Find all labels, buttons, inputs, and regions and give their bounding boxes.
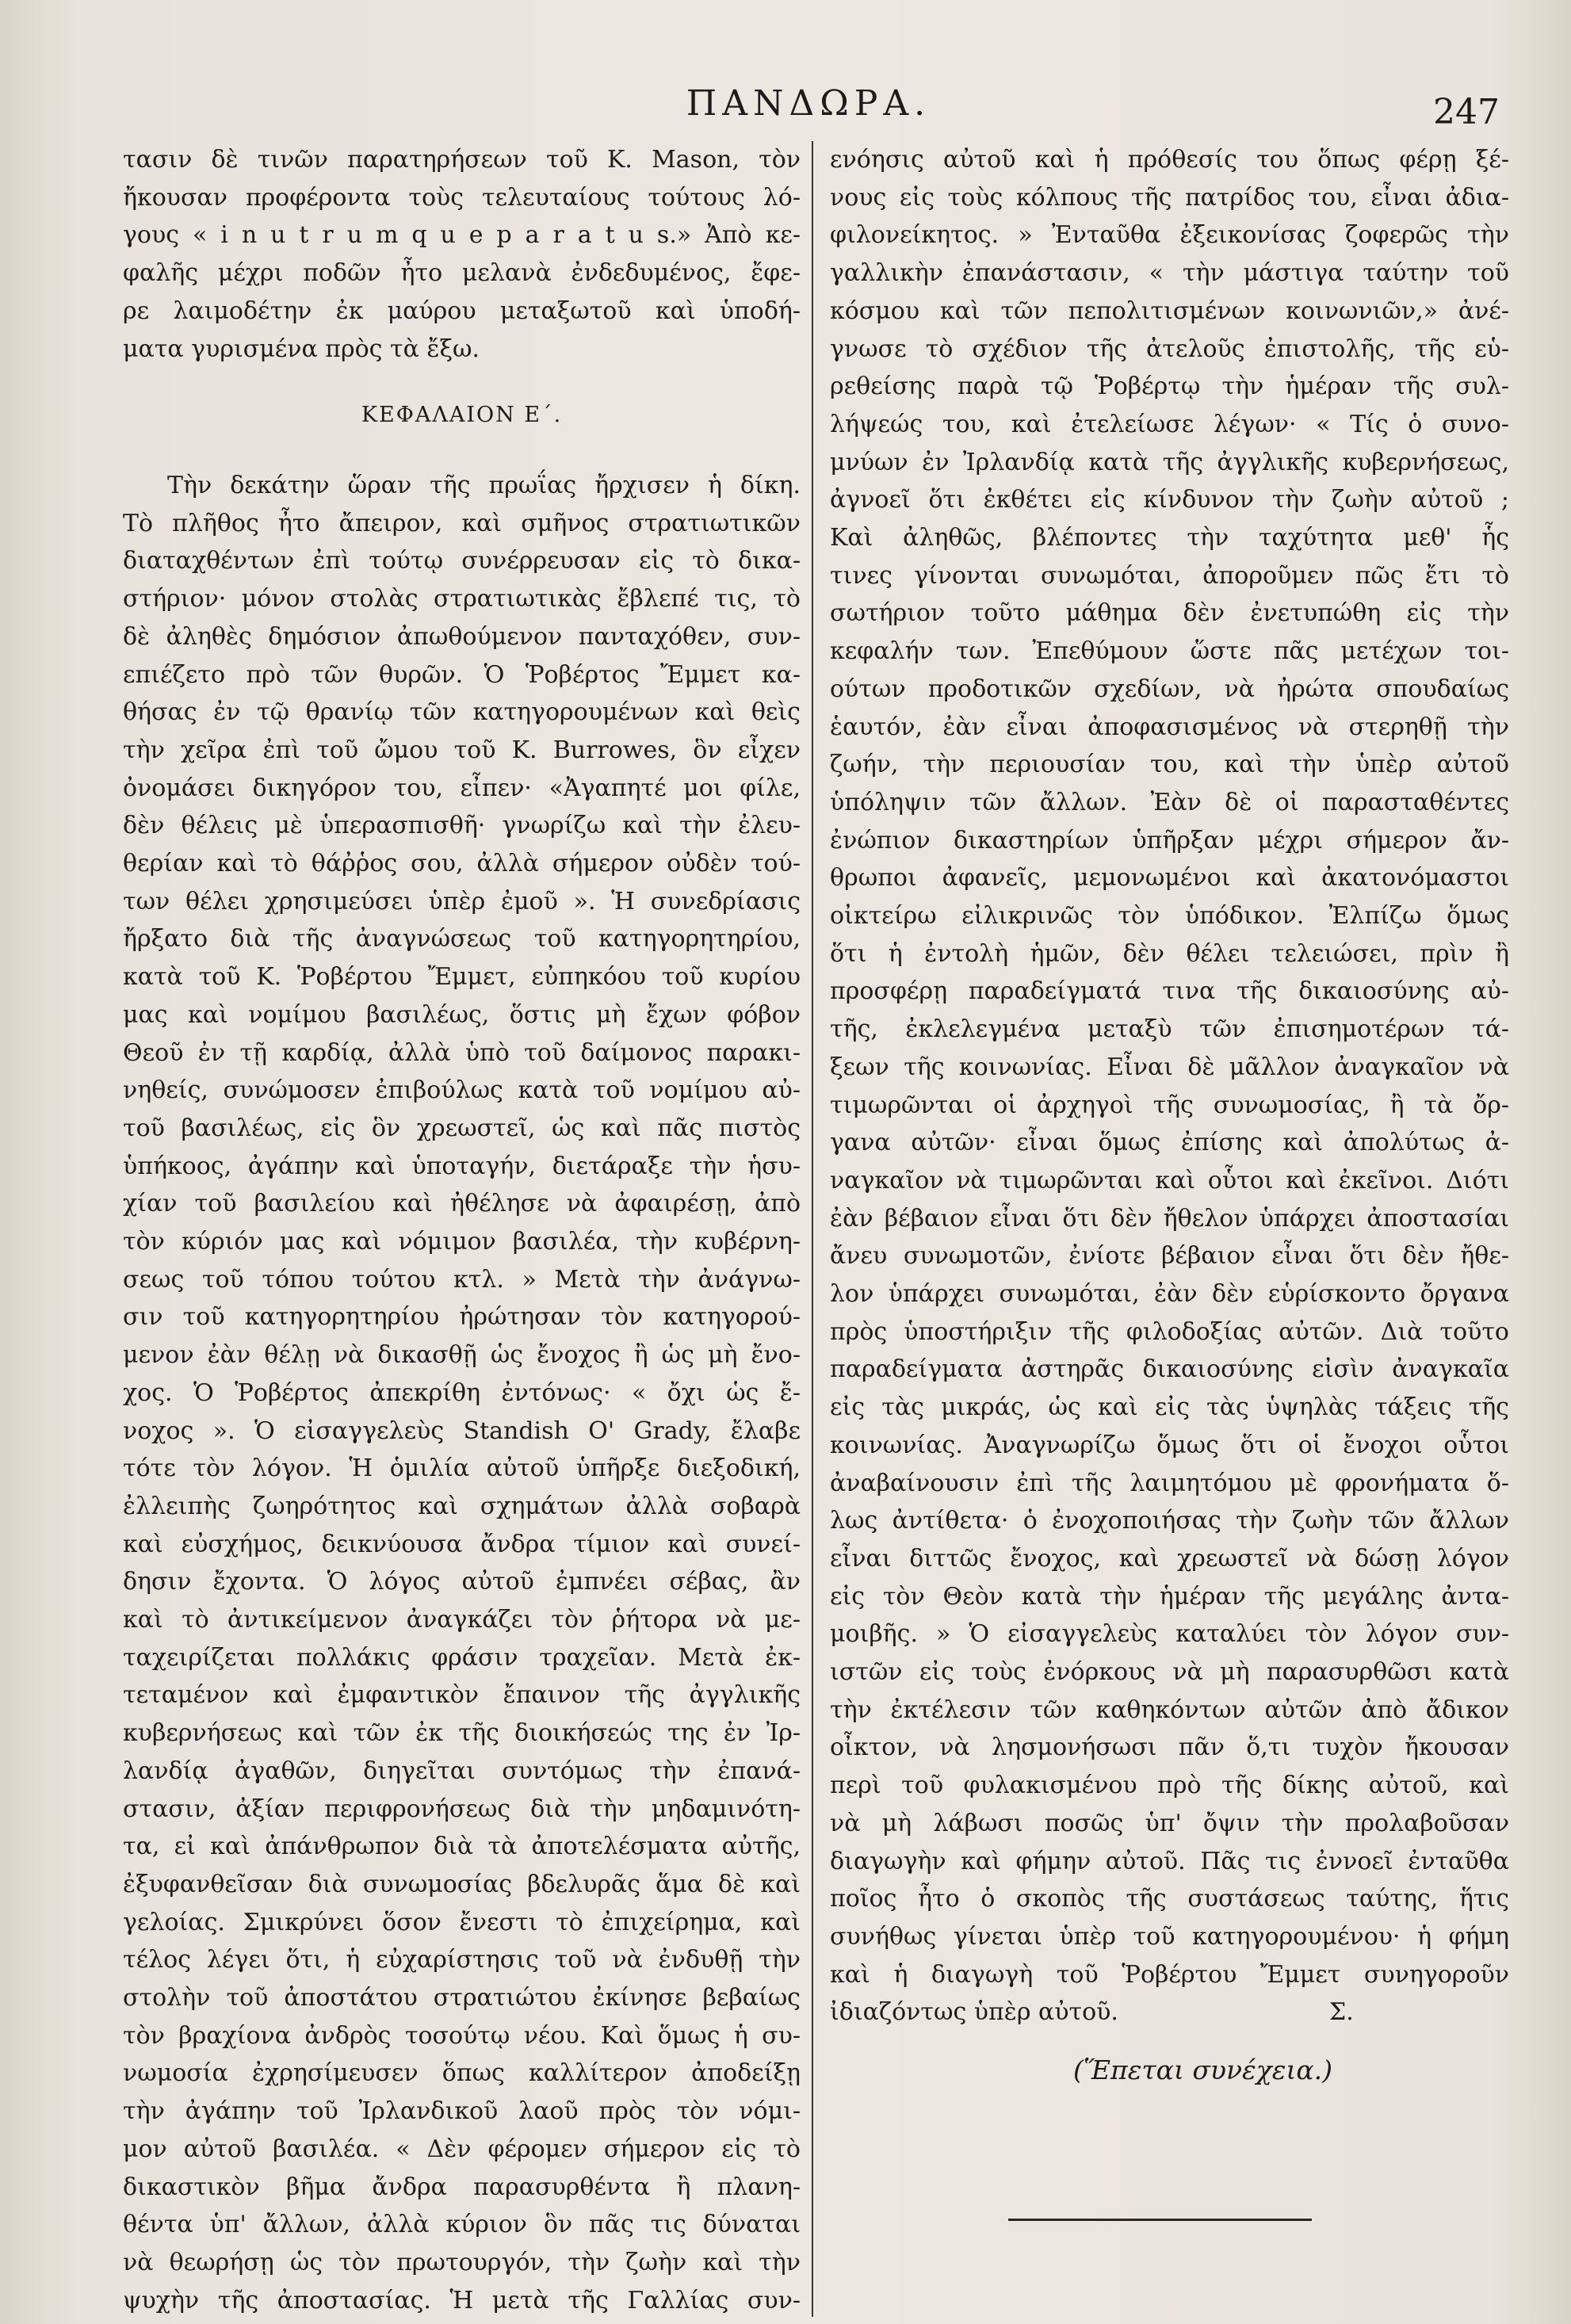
- text-line: [123, 656, 801, 694]
- text-line-content: χίαν τοῦ βασιλείου καὶ ἠθέλησε νὰ ἀφαιρέσῃ, ἀπὸ: [123, 1190, 801, 1218]
- text-line-content: δησιν ἔχοντα. Ὁ λόγος αὐτοῦ ἐμπνέει σέβας, ἂν: [123, 1568, 801, 1596]
- text-line-content: ὀνομάσει δικηγόρον του, εἶπεν· «Ἀγαπητέ μοι φίλε,: [123, 774, 801, 802]
- text-line-content: σωτήριον τοῦτο μάθημα δὲν ἐνετυπώθη εἰς τὴν: [830, 599, 1509, 628]
- text-line: [123, 141, 801, 179]
- text-line: [123, 467, 801, 505]
- text-line: [830, 481, 1509, 519]
- text-line: [123, 694, 801, 732]
- text-line: [830, 368, 1509, 406]
- text-line: [123, 2131, 801, 2169]
- text-line-content: δὲν θέλεις μὲ ὑπερασπισθῆ· γνωρίζω καὶ τὴν ἐλευ-: [123, 812, 801, 840]
- text-line-content: λανδίᾳ ἀγαθῶν, διηγεῖται συντόμως τὴν ἐπανά-: [123, 1756, 801, 1785]
- text-line-content: λως ἀντίθετα· ὁ ἐνοχοποιήσας τὴν ζωὴν τῶν ἄλλων: [830, 1507, 1509, 1535]
- text-line-content: εἰς τὰς μικράς, ὡς καὶ εἰς τὰς ὑψηλὰς τάξεις τῆς: [830, 1393, 1509, 1422]
- text-line: [123, 1488, 801, 1526]
- text-line: [123, 1298, 801, 1336]
- text-line-content: φαλῆς μέχρι ποδῶν ἦτο μελανὰ ἐνδεδυμένος, ἔφε-: [123, 259, 801, 288]
- text-line-content: ὑπήκοος, ἀγάπην καὶ ὑποταγήν, διετάραξε τὴν ἡσυ-: [123, 1152, 801, 1180]
- text-line: [123, 1639, 801, 1677]
- text-line-content: τοῦ βασιλέως, εἰς ὃν χρεωστεῖ, ὡς καὶ πᾶς πιστὸς: [123, 1114, 801, 1142]
- text-line: [830, 331, 1509, 369]
- text-line-content: ενόησις αὐτοῦ καὶ ἡ πρόθεσίς του ὅπως φέρῃ ξέ-: [830, 146, 1509, 174]
- text-line: [123, 1185, 801, 1223]
- text-line: [830, 519, 1509, 557]
- text-line-content: μνύων ἐν Ἰρλανδίᾳ κατὰ τῆς ἀγγλικῆς κυβερνήσεως,: [830, 448, 1509, 476]
- text-line-content: ψυχὴν τῆς ἀποστασίας. Ἡ μετὰ τῆς Γαλλίας συν-: [123, 2286, 801, 2314]
- text-line-content: ἀναβαίνουσιν ἐπὶ τῆς λαιμητόμου μὲ φρονήματα ὅ-: [830, 1469, 1509, 1497]
- text-line-content: δικαστικὸν βῆμα ἄνδρα παρασυρθέντα ἢ πλανη-: [123, 2173, 801, 2201]
- text-line: [123, 2206, 801, 2244]
- text-line: [830, 897, 1509, 935]
- text-line-content: σιν τοῦ κατηγορητηρίου ἠρώτησαν τὸν κατηγορού-: [123, 1303, 801, 1332]
- text-line: [123, 958, 801, 996]
- text-line-content: εἶναι διττῶς ἔνοχος, καὶ χρεωστεῖ νὰ δώσῃ λόγον: [830, 1544, 1509, 1573]
- left-column: [123, 141, 801, 2321]
- text-line-content: Τὴν δεκάτην ὥραν τῆς πρωΐας ἤρχισεν ἡ δίκη.: [167, 472, 801, 499]
- text-line: [123, 1261, 801, 1299]
- text-line-content: νηθείς, συνώμοσεν ἐπιβούλως κατὰ τοῦ νομίμου αὐ-: [123, 1076, 801, 1105]
- text-line-content: ἀγνοεῖ ὅτι ἐκθέτει εἰς κίνδυνον τὴν ζωὴν αὐτοῦ ;: [830, 486, 1509, 514]
- text-line: [830, 179, 1509, 217]
- text-line: [830, 784, 1509, 822]
- text-line: [123, 254, 801, 292]
- text-line: [123, 216, 801, 254]
- text-line: [830, 292, 1509, 331]
- text-line: [123, 1866, 801, 1904]
- text-line-content: ἐὰν βέβαιον εἶναι ὅτι δὲν ἤθελον ὑπάρχει ἀποστασίαι: [830, 1204, 1509, 1233]
- text-line: [830, 1087, 1509, 1125]
- text-line-content: τα, εἰ καὶ ἀπάνθρωπον διὰ τὰ ἀποτελέσματα αὐτῆς,: [123, 1833, 801, 1861]
- text-line: [123, 618, 801, 656]
- text-line-content: οἰκτείρω εἰλικρινῶς τὸν ὑπόδικον. Ἐλπίζω ὅμως: [830, 902, 1509, 930]
- text-line-content: νὰ θεωρήσῃ ὡς τὸν πρωτουργόν, τὴν ζωὴν καὶ τὴν: [123, 2248, 801, 2276]
- text-line: [123, 1034, 801, 1072]
- text-line: [830, 1275, 1509, 1313]
- text-line-content: κατὰ τοῦ Κ. Ῥοβέρτου Ἔμμετ, εὐπηκόου τοῦ κυρίου: [123, 963, 801, 992]
- text-line-content: ιστῶν εἰς τοὺς ἐνόρκους νὰ μὴ παρασυρθῶσι κατὰ: [830, 1658, 1509, 1686]
- text-line: [830, 1918, 1509, 1956]
- text-line-content: τὴν χεῖρα ἐπὶ τοῦ ὤμου τοῦ Κ. Burrowes, ὃν εἶχεν: [123, 736, 801, 764]
- text-line-content: Τὸ πλῆθος ἦτο ἄπειρον, καὶ σμῆνος στρατιωτικῶν: [123, 509, 801, 537]
- text-line-content: θρωποι ἀφανεῖς, μεμονωμένοι καὶ ἀκατονόμαστοι: [830, 864, 1509, 893]
- text-line-content: καὶ ἡ διαγωγὴ τοῦ Ῥοβέρτου Ἔμμετ συνηγοροῦν: [830, 1960, 1509, 1989]
- text-line-content: μας καὶ νομίμου βασιλέως, ὅστις μὴ ἔχων φόβον: [123, 1000, 801, 1029]
- text-line: [123, 1791, 801, 1829]
- text-line: [123, 2055, 801, 2093]
- text-line: [123, 807, 801, 845]
- text-line-content: τότε τὸν λόγον. Ἡ ὁμιλία αὐτοῦ ὑπῆρξε διεξοδική,: [123, 1454, 801, 1483]
- text-line-content: ὑπόληψιν τῶν ἄλλων. Ἐὰν δὲ οἱ παρασταθέντες: [830, 788, 1509, 816]
- text-line-content: γους « i n u t r u m q u e p a r a t u s.» Ἀπὸ κε-: [123, 221, 801, 250]
- text-line: [830, 406, 1509, 444]
- right-column: [830, 141, 1509, 2321]
- text-line: [830, 1011, 1509, 1049]
- text-line-content: τέλος λέγει ὅτι, ἡ εὐχαρίστησις τοῦ νὰ ἐνδυθῇ τὴν: [123, 1946, 801, 1974]
- text-line-content: λον ὑπάρχει συνωμόται, ἐὰν δὲν εὑρίσκοντο ὄργανα: [830, 1280, 1509, 1308]
- text-line: [123, 1941, 801, 1979]
- text-line: [123, 2282, 801, 2320]
- text-line: [830, 557, 1509, 595]
- text-line: [123, 331, 801, 369]
- text-line: [123, 996, 801, 1034]
- text-line: [830, 709, 1509, 747]
- text-line-content: θέντα ὑπ' ἄλλων, ἀλλὰ κύριον ὃν πᾶς τις δύναται: [123, 2211, 801, 2239]
- text-line-content: ἐξυφανθεῖσαν διὰ συνωμοσίας βδελυρᾶς ἅμα δὲ καὶ: [123, 1870, 801, 1898]
- text-line: [830, 594, 1509, 633]
- text-line-content: πρὸς ὑποστήριξιν τῆς φιλοδοξίας αὐτῶν. Διὰ τοῦτο: [830, 1317, 1509, 1346]
- text-line: [830, 1653, 1509, 1691]
- text-line: [123, 1904, 801, 1942]
- text-line-content: των θέλει χρησιμεύσει ὑπὲρ ἐμοῦ ». Ἡ συνεδρίασις: [123, 887, 801, 915]
- text-line-content: παραδείγματα ἀστηρᾶς δικαιοσύνης εἰσὶν ἀναγκαῖα: [830, 1355, 1509, 1384]
- text-line-content: μον αὐτοῦ βασιλέα. « Δὲν φέρομεν σήμερον εἰς τὸ: [123, 2135, 801, 2163]
- text-line-content: γνωσε τὸ σχέδιον τῆς ἀτελοῦς ἐπιστολῆς, τῆς εὑ-: [830, 334, 1509, 363]
- text-line: [123, 2169, 801, 2207]
- text-line: [830, 671, 1509, 709]
- text-line-content: ποῖος ἦτο ὁ σκοπὸς τῆς συστάσεως ταύτης, ἥτις: [830, 1885, 1509, 1913]
- text-line-content: γελοίας. Σμικρύνει ὅσον ἔνεστι τὸ ἐπιχείρημα, καὶ: [123, 1908, 801, 1936]
- text-line-content: καὶ τὸ ἀντικείμενον ἀναγκάζει τὸν ῥήτορα νὰ με-: [123, 1606, 801, 1634]
- text-line: [830, 1389, 1509, 1427]
- text-line-content: τὸν κύριόν μας καὶ νόμιμον βασιλέα, τὴν κυβέρνη-: [123, 1228, 801, 1256]
- text-line-content: κοινωνίας. Ἀναγνωρίζω ὅμως ὅτι οἱ ἔνοχοι οὗτοι: [830, 1431, 1509, 1459]
- text-line: [123, 1223, 801, 1261]
- text-line: [830, 935, 1509, 973]
- text-line-content: ρεθείσης παρὰ τῷ Ῥοβέρτῳ τὴν ἡμέραν τῆς συλ-: [830, 373, 1509, 401]
- text-line: [123, 883, 801, 921]
- text-line: [830, 1729, 1509, 1767]
- text-line-content: ζωήν, τὴν περιουσίαν του, καὶ τὴν ὑπὲρ αὐτοῦ: [830, 751, 1509, 779]
- text-line-content: μοιβῆς. » Ὁ εἰσαγγελεὺς καταλύει τὸν λόγον συν-: [830, 1620, 1509, 1649]
- text-line-content: διαταχθέντων ἐπὶ τούτῳ συνέρρευσαν εἰς τὸ δικα-: [123, 547, 801, 575]
- text-line: [123, 1676, 801, 1714]
- text-line-content: εἰς τὸν Θεὸν κατὰ τὴν ἡμέραν τῆς μεγάλης ἀντα-: [830, 1582, 1509, 1611]
- column-divider: [812, 141, 813, 2317]
- text-line-content: κυβερνήσεως καὶ τῶν ἐκ τῆς διοικήσεώς της ἐν Ἰρ-: [123, 1719, 801, 1748]
- text-line-content: τινες γίνονται συνωμόται, ἀποροῦμεν πῶς ἔτι τὸ: [830, 561, 1509, 590]
- text-line: [123, 845, 801, 883]
- text-line: [830, 1843, 1509, 1881]
- text-line-content: ἑαυτόν, ἐὰν εἶναι ἀποφασισμένος νὰ στερηθῇ τὴν: [830, 713, 1509, 741]
- text-line: [830, 973, 1509, 1011]
- text-line-content: τὸν βραχίονα ἀνδρὸς τοσούτῳ νέου. Καὶ ὅμως ἡ συ-: [123, 2021, 801, 2050]
- text-line-content: θήσας ἐν τῷ θρανίῳ τῶν κατηγορουμένων καὶ θεὶς: [123, 698, 801, 727]
- text-line: [123, 1563, 801, 1601]
- text-line-content: ναγκαῖον νὰ τιμωρῶνται καὶ οὗτοι καὶ ἐκεῖνοι. Διότι: [830, 1166, 1509, 1194]
- text-line-content: τεταμένον καὶ ἐμφαντικὸν ἔπαινον τῆς ἀγγλικῆς: [123, 1681, 801, 1710]
- text-line: [830, 1124, 1509, 1162]
- text-line: [830, 1162, 1509, 1200]
- text-line-content: επιέζετο πρὸ τῶν θυρῶν. Ὁ Ῥοβέρτος Ἔμμετ κα-: [123, 660, 801, 689]
- text-line-content: ἄνευ συνωμοτῶν, ἐνίοτε βέβαιον εἶναι ὅτι δὲν ἤθε-: [830, 1242, 1509, 1271]
- text-line-content: γανα αὐτῶν· εἶναι ὅμως ἐπίσης καὶ ἀπολύτως ἀ-: [830, 1129, 1509, 1157]
- text-line-content: νὰ μὴ λάβωσι ποσῶς ὑπ' ὄψιν τὴν προλαβοῦσαν: [830, 1809, 1509, 1837]
- text-line-content: καὶ εὐσχήμος, δεικνύουσα ἄνδρα τίμιον καὶ συνεί-: [123, 1530, 801, 1558]
- author-signature: Σ.: [1329, 1998, 1354, 2027]
- text-line: [123, 292, 801, 331]
- text-line: [830, 1956, 1509, 1994]
- publication-title: ΠΑΝΔΩΡΑ.: [686, 83, 931, 124]
- text-line-content: τῆς, ἐκλελεγμένα μεταξὺ τῶν ἐπισημοτέρων τά-: [830, 1015, 1509, 1044]
- text-line: [123, 1412, 801, 1451]
- text-line: [123, 1828, 801, 1866]
- text-line: [123, 542, 801, 580]
- text-line: [123, 770, 801, 808]
- text-line: [830, 1427, 1509, 1465]
- text-line: [123, 1336, 801, 1374]
- text-line-content: συνήθως γίνεται ὑπὲρ τοῦ κατηγορουμένου· ἡ φήμη: [830, 1922, 1509, 1951]
- text-line-content: Καὶ ἀληθῶς, βλέποντες τὴν ταχύτητα μεθ' ἧς: [830, 524, 1509, 552]
- text-line: [830, 444, 1509, 482]
- text-line-content: σεως τοῦ τόπου τούτου κτλ. » Μετὰ τὴν ἀνάγνω-: [123, 1265, 801, 1294]
- text-line: [830, 1237, 1509, 1275]
- text-line: [830, 1880, 1509, 1918]
- text-line-content: ἤρξατο διὰ τῆς ἀναγνώσεως τοῦ κατηγορητηρίου,: [123, 925, 801, 954]
- text-line-content: νους εἰς τοὺς κόλπους τῆς πατρίδος του, εἶναι ἀδια-: [830, 183, 1509, 212]
- text-line-content: στήριον· μόνον στολὰς στρατιωτικὰς ἔβλεπέ τις, τὸ: [123, 585, 801, 613]
- text-line-content: περὶ τοῦ φυλακισμένου πρὸ τῆς δίκης αὐτοῦ, καὶ: [830, 1772, 1509, 1800]
- text-line: [830, 822, 1509, 860]
- text-line: [830, 859, 1509, 897]
- text-line: [123, 1526, 801, 1564]
- text-line-content: τὴν ἀγάπην τοῦ Ἰρλανδικοῦ λαοῦ πρὸς τὸν νόμι-: [123, 2097, 801, 2126]
- text-line: [830, 1540, 1509, 1578]
- text-line: [830, 216, 1509, 254]
- text-line: [830, 1502, 1509, 1540]
- text-line-content: νοχος ». Ὁ εἰσαγγελεὺς Standish O' Grady, ἔλαβε: [123, 1416, 801, 1445]
- text-line: [830, 1691, 1509, 1730]
- page-number: 247: [1433, 92, 1500, 132]
- text-line-content: στολὴν τοῦ ἀποστάτου στρατιώτου ἐκίνησε βεβαίως: [123, 1984, 801, 2012]
- chapter-heading: ΚΕΦΑΛΑΙΟΝ Ε΄.: [361, 403, 563, 427]
- text-line: [830, 1615, 1509, 1653]
- text-line-content: τιμωρῶνται οἱ ἀρχηγοὶ τῆς συνωμοσίας, ἢ τὰ ὄρ-: [830, 1091, 1509, 1119]
- text-line-content: χος. Ὁ Ῥοβέρτος ἀπεκρίθη ἐντόνως· « ὄχι ὡς ἔ-: [123, 1378, 801, 1407]
- text-line: [830, 1993, 1509, 2032]
- text-line-content: ἤκουσαν προφέροντα τοὺς τελευταίους τούτους λό-: [123, 183, 801, 212]
- text-line-content: ρε λαιμοδέτην ἐκ μαύρου μεταξωτοῦ καὶ ὑποδή-: [123, 296, 801, 325]
- text-line-content: τὴν ἐκτέλεσιν τῶν καθηκόντων αὐτῶν ἀπὸ ἄδικον: [830, 1695, 1509, 1724]
- text-line-content: ἰδιαζόντως ὑπὲρ αὐτοῦ.: [830, 1998, 1118, 2027]
- text-line: [123, 2017, 801, 2055]
- text-line: [830, 633, 1509, 671]
- text-line-content: στασιν, ἀξίαν περιφρονήσεως διὰ τὴν μηδαμινότη-: [123, 1795, 801, 1823]
- text-line: [123, 505, 801, 543]
- text-line-content: ταχειρίζεται πολλάκις φράσιν τραχεῖαν. Μετὰ ἐκ-: [123, 1643, 801, 1672]
- text-line: [123, 1714, 801, 1753]
- text-line: [830, 141, 1509, 179]
- text-line-content: κεφαλήν των. Ἐπεθύμουν ὥστε πᾶς μετέχων τοι-: [830, 637, 1509, 666]
- text-line-content: φιλονείκητος. » Ἐνταῦθα ἐξεικονίσας ζοφερῶς τὴν: [830, 221, 1509, 250]
- text-line: [830, 1313, 1509, 1351]
- text-line: [123, 1753, 801, 1791]
- text-line-content: ἐλλειπὴς ζωηρότητος καὶ σχημάτων ἀλλὰ σοβαρὰ: [123, 1492, 801, 1520]
- text-line-content: θερίαν καὶ τὸ θάῤῥος σου, ἀλλὰ σήμερον οὐδὲν τού-: [123, 850, 801, 877]
- text-line: [830, 1465, 1509, 1503]
- text-line: [830, 1200, 1509, 1238]
- text-line-content: δὲ ἀληθὲς δημόσιον ἀπωθούμενον πανταχόθεν, συν-: [123, 622, 801, 651]
- text-line: [123, 732, 801, 770]
- text-line-content: διαγωγὴν καὶ φήμην αὐτοῦ. Πᾶς τις ἐννοεῖ ἐνταῦθα: [830, 1847, 1509, 1875]
- text-line: [830, 1805, 1509, 1843]
- text-line: [123, 1979, 801, 2017]
- text-line: [830, 1351, 1509, 1389]
- text-line: [123, 1072, 801, 1110]
- text-line: [830, 746, 1509, 784]
- text-line: [123, 2244, 801, 2282]
- text-line: [123, 1148, 801, 1186]
- text-line: [123, 1110, 801, 1148]
- continuation-note: (Ἕπεται συνέχεια.): [1073, 2055, 1333, 2085]
- text-line-content: οἶκτον, νὰ λησμονήσωσι πᾶν ὅ,τι τυχὸν ἤκουσαν: [830, 1733, 1509, 1762]
- text-line-content: ξεων τῆς κοινωνίας. Εἶναι δὲ μᾶλλον ἀναγκαῖον νὰ: [830, 1053, 1509, 1081]
- text-line: [123, 1601, 801, 1639]
- text-line-content: λήψεώς του, καὶ ἐτελείωσε λέγων· « Τίς ὁ συνο-: [830, 410, 1509, 438]
- text-line-content: ούτων προδοτικῶν σχεδίων, νὰ ἠρώτα σπουδαίως: [830, 675, 1509, 703]
- text-line-content: νωμοσία ἐχρησίμευσεν ὅπως καλλίτερον ἀποδείξῃ: [123, 2059, 801, 2088]
- text-line-content: προσφέρῃ παραδείγματά τινα τῆς δικαιοσύνης αὐ-: [830, 977, 1509, 1006]
- text-line-content: κόσμου καὶ τῶν πεπολιτισμένων κοινωνιῶν,» ἀνέ-: [830, 296, 1509, 325]
- text-line: [830, 1767, 1509, 1805]
- text-line-content: ματα γυρισμένα πρὸς τὰ ἔξω.: [123, 334, 480, 363]
- text-line-content: τασιν δὲ τινῶν παρατηρήσεων τοῦ Κ. Mason, τὸν: [123, 146, 801, 174]
- text-line-content: ἐνώπιον δικαστηρίων ὑπῆρξαν μέχρι σήμερον ἄν-: [830, 826, 1509, 854]
- text-line: [830, 1049, 1509, 1087]
- text-line: [123, 2093, 801, 2131]
- text-line: [123, 1374, 801, 1412]
- end-rule: [1008, 2219, 1312, 2221]
- text-line: [830, 1578, 1509, 1616]
- text-line: [123, 1450, 801, 1488]
- text-line-content: ὅτι ἡ ἐντολὴ ἡμῶν, δὲν θέλει τελειώσει, πρὶν ἢ: [830, 939, 1509, 968]
- text-line: [123, 920, 801, 958]
- text-line-content: Θεοῦ ἐν τῇ καρδίᾳ, ἀλλὰ ὑπὸ τοῦ δαίμονος παρακι-: [123, 1038, 801, 1067]
- text-line: [123, 179, 801, 217]
- text-line-content: γαλλικὴν ἐπανάστασιν, « τὴν μάστιγα ταύτην τοῦ: [830, 259, 1509, 288]
- text-line: [123, 580, 801, 618]
- text-line: [830, 254, 1509, 292]
- text-line-content: μενον ἐὰν θέλῃ νὰ δικασθῇ ὡς ἔνοχος ἢ ὡς μὴ ἔνο-: [123, 1341, 801, 1370]
